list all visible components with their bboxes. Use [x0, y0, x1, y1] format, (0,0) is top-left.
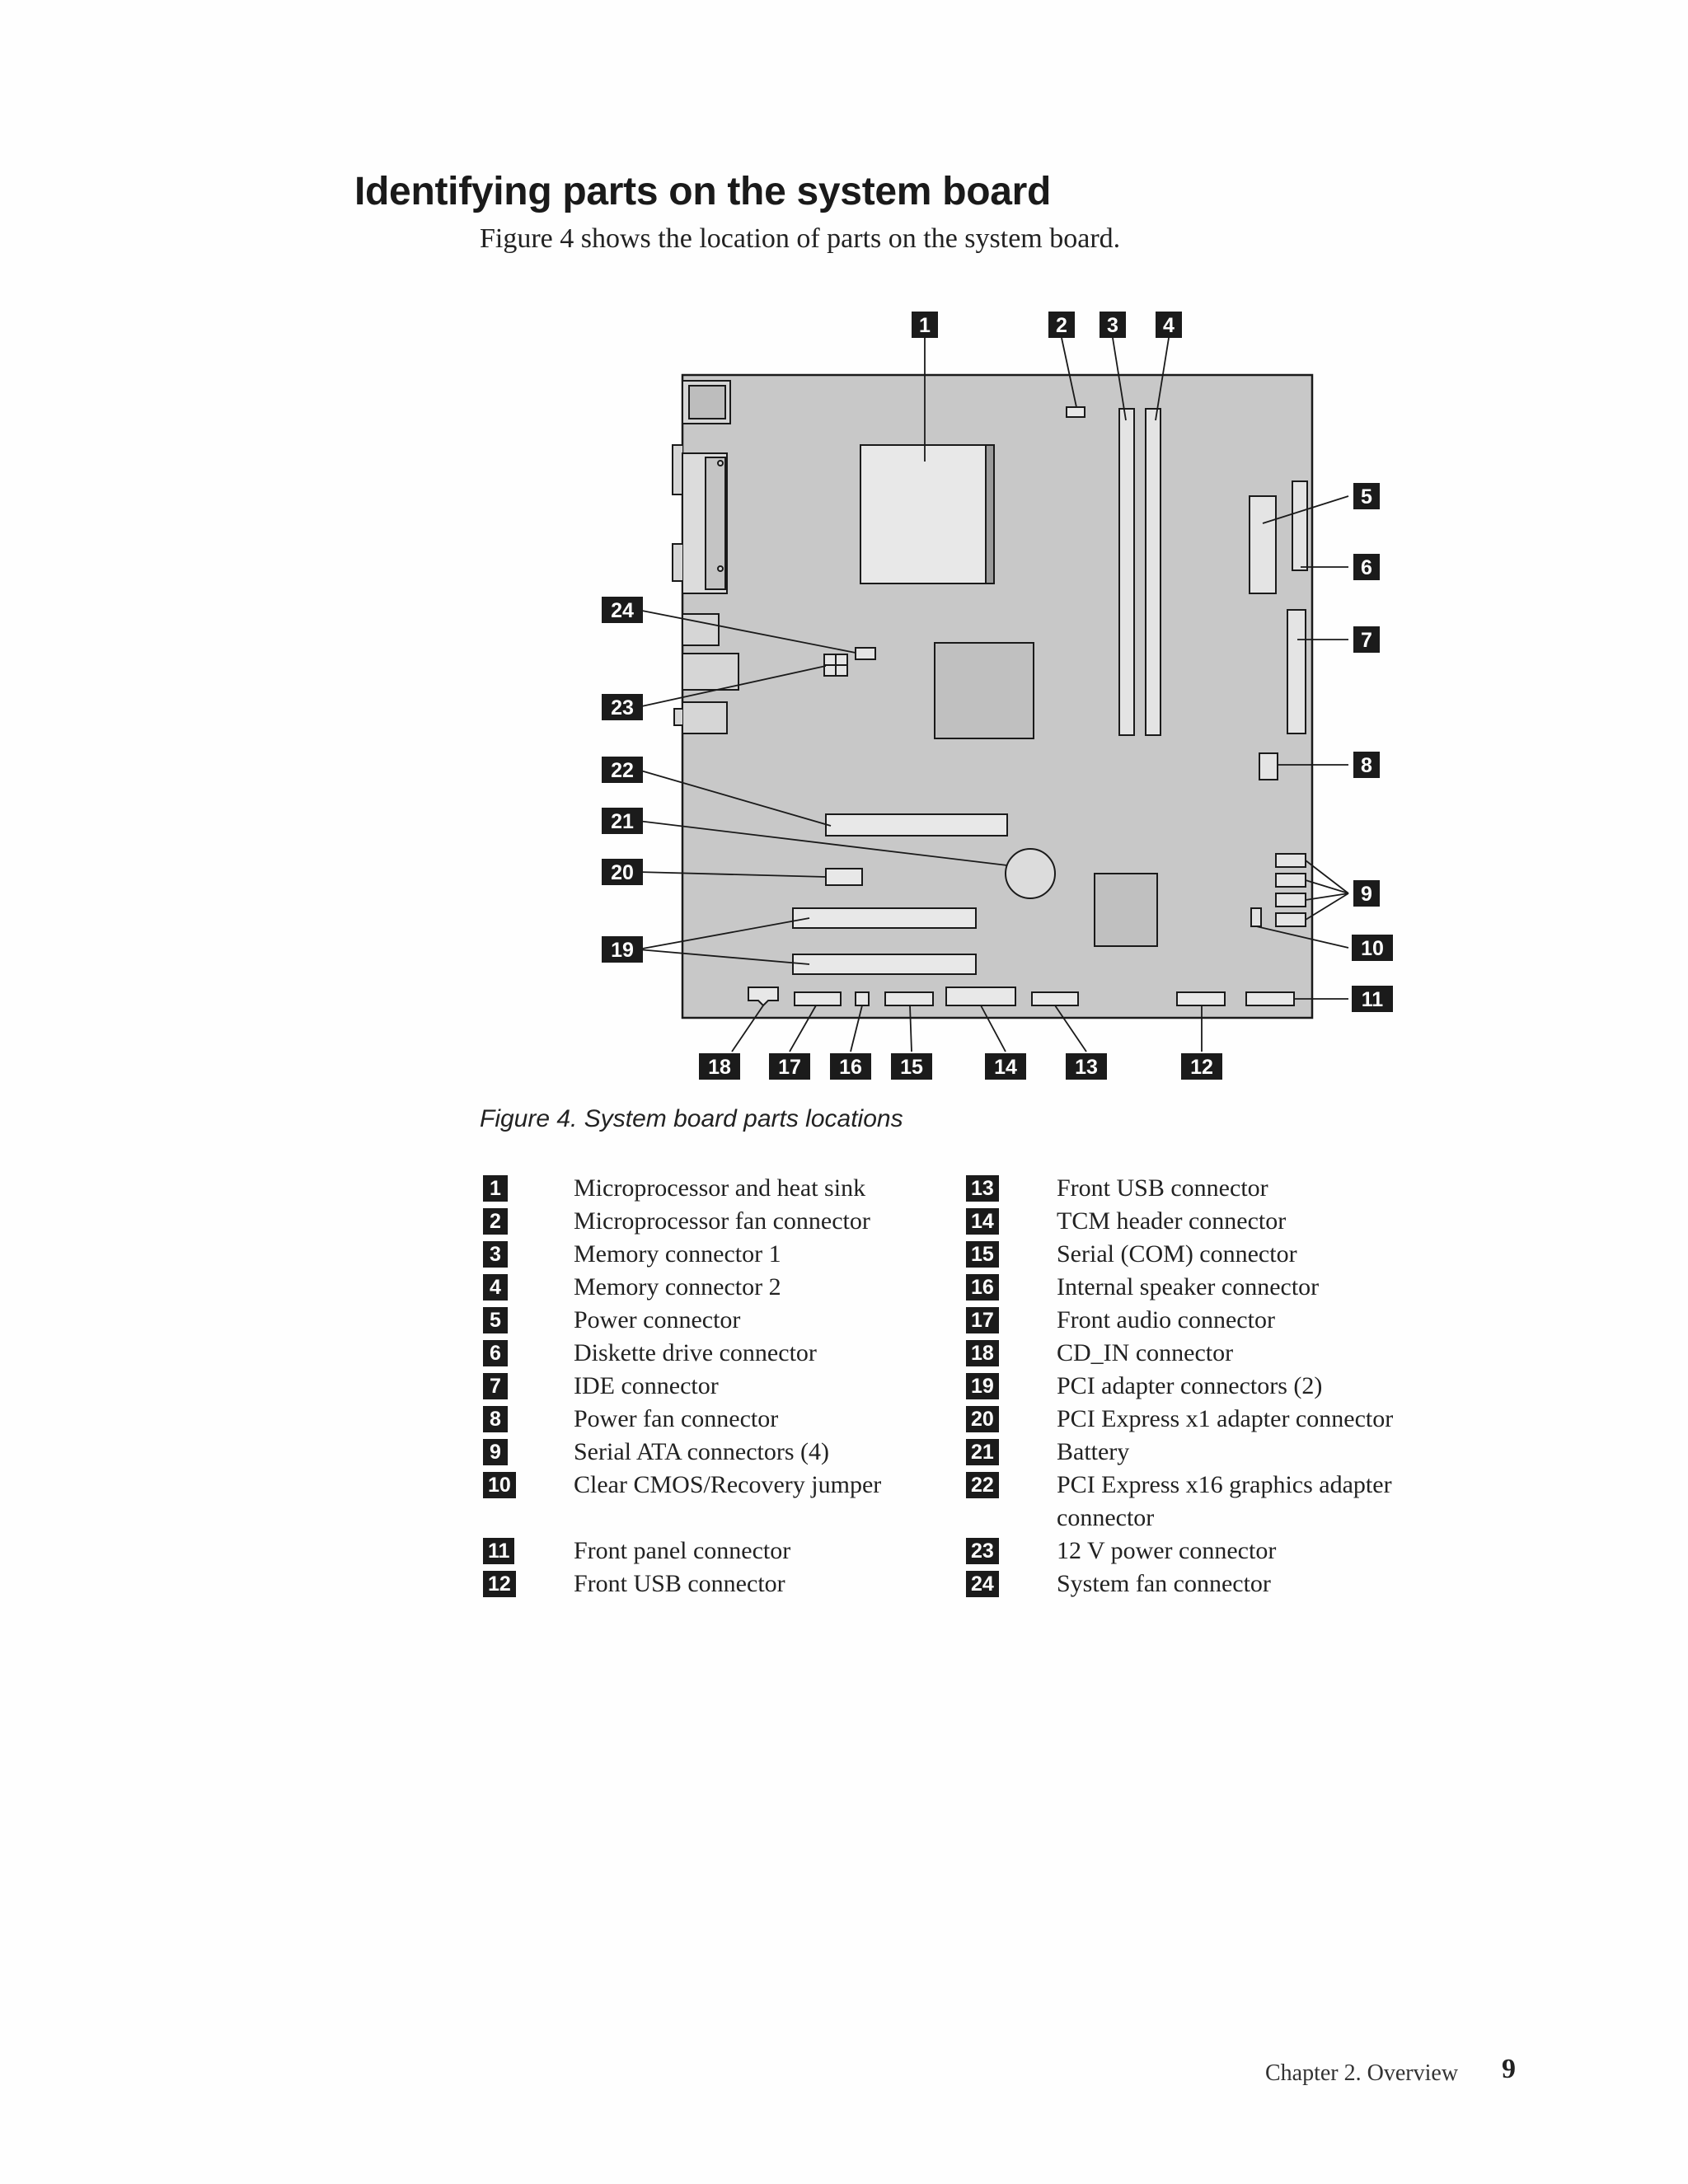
- page-number: 9: [1502, 2054, 1516, 2084]
- callout-10: [1352, 935, 1393, 961]
- callout-1: [912, 312, 938, 338]
- callout-19: [602, 936, 643, 963]
- callout-18-label: 18: [708, 1056, 731, 1079]
- power-fan-connector: [1259, 753, 1278, 780]
- legend-label: Microprocessor fan connector: [574, 1207, 870, 1235]
- callout-24-label: 24: [611, 599, 634, 622]
- callout-21: [602, 808, 643, 834]
- callout-17: [769, 1053, 810, 1080]
- legend-label: Memory connector 1: [574, 1240, 781, 1268]
- callout-19-label: 19: [611, 939, 634, 962]
- legend-number: 24: [966, 1571, 999, 1597]
- callout-2-label: 2: [1056, 314, 1067, 337]
- callout-6-label: 6: [1361, 556, 1372, 579]
- cmos-jumper: [1251, 908, 1261, 926]
- legend-label: CD_IN connector: [1057, 1339, 1234, 1366]
- legend-number: 8: [483, 1406, 508, 1432]
- ide-connector: [1287, 610, 1306, 733]
- callout-9-label: 9: [1361, 883, 1372, 906]
- callout-5: [1353, 483, 1380, 509]
- callout-7-label: 7: [1361, 629, 1372, 652]
- memory-slot-1: [1119, 409, 1134, 735]
- speaker-connector: [856, 992, 869, 1005]
- legend-number: 14: [966, 1208, 999, 1235]
- footer-chapter: Chapter 2. Overview: [1265, 2060, 1459, 2086]
- legend-number: 20: [966, 1406, 999, 1432]
- callout-15-label: 15: [900, 1056, 923, 1079]
- io-controller: [1095, 874, 1157, 946]
- callout-16: [830, 1053, 871, 1080]
- page-heading: Identifying parts on the system board: [354, 170, 1052, 213]
- cpu-fan-connector: [1067, 407, 1085, 417]
- legend-number: 17: [966, 1307, 999, 1333]
- callout-23-label: 23: [611, 696, 634, 719]
- legend-label: TCM header connector: [1057, 1207, 1287, 1235]
- figure-caption: Figure 4. System board parts locations: [480, 1105, 903, 1132]
- memory-slot-2: [1146, 409, 1160, 735]
- legend-number: 2: [483, 1208, 508, 1235]
- callout-4-label: 4: [1163, 314, 1175, 337]
- legend-label: PCI Express x16 graphics adapter connector: [1057, 1471, 1392, 1531]
- legend-number: 11: [483, 1538, 514, 1564]
- callout-13: [1066, 1053, 1107, 1080]
- legend-number: 4: [483, 1274, 508, 1301]
- legend-number: 5: [483, 1307, 508, 1333]
- callout-21-label: 21: [611, 810, 634, 833]
- legend-label: System fan connector: [1057, 1570, 1271, 1597]
- callout-7: [1353, 626, 1380, 653]
- legend-label: Serial (COM) connector: [1057, 1240, 1297, 1268]
- legend-label: Front panel connector: [574, 1537, 791, 1564]
- callout-17-label: 17: [778, 1056, 801, 1079]
- callout-6: [1353, 554, 1380, 580]
- chipset: [935, 643, 1034, 738]
- legend-number: 13: [966, 1175, 999, 1202]
- callout-11: [1352, 986, 1393, 1012]
- legend-number: 6: [483, 1340, 508, 1366]
- legend-number: 10: [483, 1472, 516, 1498]
- front-audio-connector: [795, 992, 841, 1005]
- legend-number: 22: [966, 1472, 999, 1498]
- callout-13-label: 13: [1075, 1056, 1098, 1079]
- callout-9: [1353, 880, 1380, 907]
- callout-3-label: 3: [1107, 314, 1118, 337]
- legend-number: 7: [483, 1373, 508, 1399]
- legend-label: Memory connector 2: [574, 1273, 781, 1301]
- callout-14: [985, 1053, 1026, 1080]
- legend-number: 23: [966, 1538, 999, 1564]
- legend-number: 19: [966, 1373, 999, 1399]
- legend-label: Front audio connector: [1057, 1306, 1275, 1333]
- legend-label: Front USB connector: [574, 1570, 785, 1597]
- legend-label: PCI Express x1 adapter connector: [1057, 1405, 1394, 1432]
- legend-number: 9: [483, 1439, 508, 1465]
- legend-label: Internal speaker connector: [1057, 1273, 1320, 1301]
- legend-label: Diskette drive connector: [574, 1339, 817, 1366]
- legend-label: IDE connector: [574, 1372, 719, 1399]
- callout-12-label: 12: [1190, 1056, 1213, 1079]
- callout-1-label: 1: [919, 314, 931, 337]
- legend-number: 21: [966, 1439, 999, 1465]
- intro-paragraph: Figure 4 shows the location of parts on the system board.: [480, 223, 1121, 254]
- callout-12: [1181, 1053, 1222, 1080]
- legend-label: Front USB connector: [1057, 1174, 1268, 1202]
- diskette-connector: [1292, 481, 1307, 570]
- pcie-x16-slot: [826, 814, 1007, 836]
- callout-5-label: 5: [1361, 485, 1372, 509]
- pci-slot-1: [793, 908, 976, 928]
- parts-legend: [483, 1172, 1472, 1601]
- legend-number: 18: [966, 1340, 999, 1366]
- callout-8-label: 8: [1361, 754, 1372, 777]
- callout-22: [602, 757, 643, 783]
- legend-number: 16: [966, 1274, 999, 1301]
- legend-label: Microprocessor and heat sink: [574, 1174, 866, 1202]
- callout-16-label: 16: [839, 1056, 862, 1079]
- legend-label: PCI adapter connectors (2): [1057, 1372, 1323, 1399]
- callout-4: [1156, 312, 1182, 338]
- callout-2: [1048, 312, 1075, 338]
- microprocessor-heat-sink: [860, 445, 994, 583]
- pcie-x1-slot: [826, 869, 862, 885]
- callout-15: [891, 1053, 932, 1080]
- serial-com-connector: [885, 992, 933, 1005]
- battery: [1006, 849, 1055, 898]
- legend-number: 15: [966, 1241, 999, 1268]
- front-panel-connector: [1246, 992, 1294, 1005]
- legend-label: Serial ATA connectors (4): [574, 1438, 830, 1465]
- callout-20-label: 20: [611, 861, 634, 884]
- callout-20: [602, 859, 643, 885]
- legend-label: 12 V power connector: [1057, 1537, 1277, 1564]
- legend-number: 12: [483, 1571, 516, 1597]
- callout-18: [699, 1053, 740, 1080]
- tcm-header-connector: [946, 987, 1015, 1005]
- system-fan-connector: [856, 648, 875, 659]
- legend-label: Power connector: [574, 1306, 741, 1333]
- callout-3: [1100, 312, 1126, 338]
- legend-label: Clear CMOS/Recovery jumper: [574, 1471, 882, 1498]
- front-usb-connector-12: [1177, 992, 1225, 1005]
- power-connector: [1250, 496, 1276, 593]
- callout-24: [602, 597, 643, 623]
- callout-14-label: 14: [994, 1056, 1017, 1079]
- legend-number: 1: [483, 1175, 508, 1202]
- callout-8: [1353, 752, 1380, 778]
- callout-22-label: 22: [611, 759, 634, 782]
- front-usb-connector-13: [1032, 992, 1078, 1005]
- callout-10-label: 10: [1361, 937, 1384, 960]
- legend-number: 3: [483, 1241, 508, 1268]
- callout-23: [602, 694, 643, 720]
- pci-slot-2: [793, 954, 976, 974]
- legend-label: Battery: [1057, 1438, 1130, 1465]
- legend-label: Power fan connector: [574, 1405, 779, 1432]
- callout-11-label: 11: [1361, 988, 1384, 1011]
